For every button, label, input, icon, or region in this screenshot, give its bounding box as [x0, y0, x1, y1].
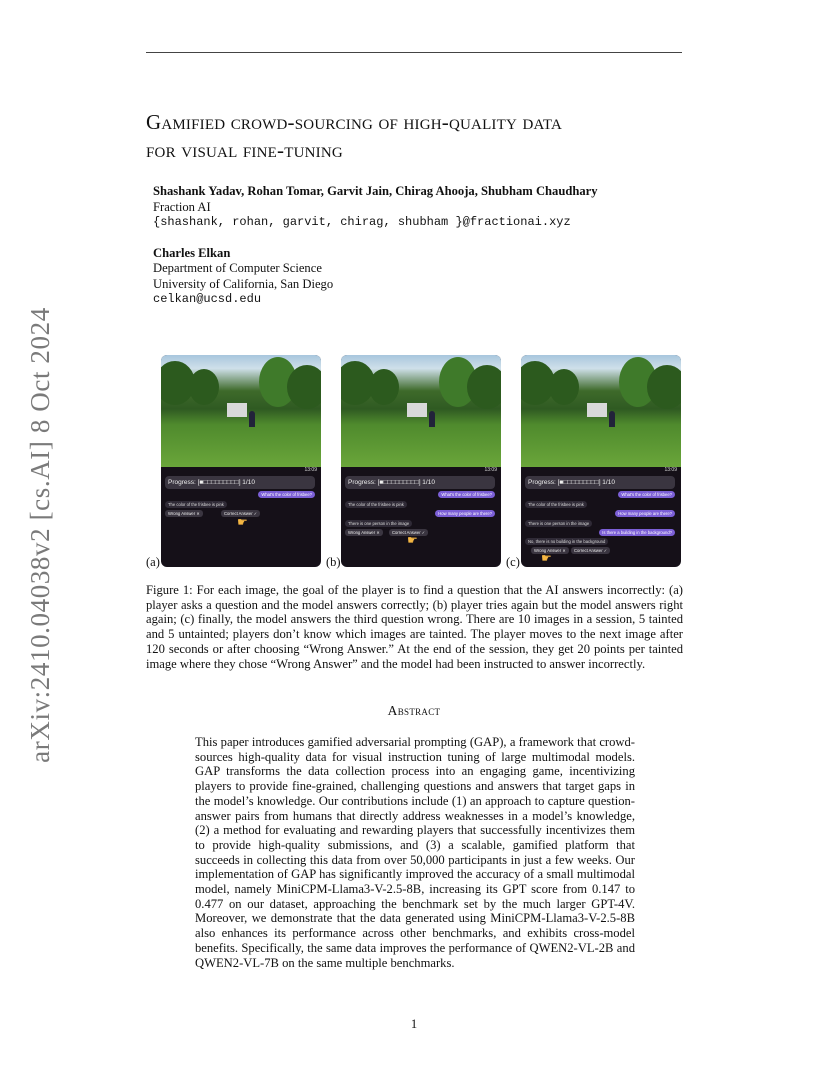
user-question-2: How many people are there?	[615, 510, 675, 517]
author2-univ: University of California, San Diego	[153, 276, 334, 291]
pointer-hand-icon: ☛	[237, 515, 248, 529]
author2-dept: Department of Computer Science	[153, 261, 322, 275]
photo-field	[521, 355, 681, 467]
figure-panel-b	[341, 355, 501, 567]
clock-text: 13:09	[484, 467, 497, 473]
pointer-hand-icon: ☛	[541, 551, 552, 565]
ai-answer-3: No, there is no building in the background	[525, 538, 608, 545]
ai-answer-2: There is one person in the image	[525, 520, 592, 527]
paper-title	[146, 108, 706, 164]
clock-text: 13:09	[664, 467, 677, 473]
page-number: 1	[410, 1017, 418, 1031]
author-emails: {shashank, rohan, garvit, chirag, shubham }@fractionai.xyz	[153, 215, 571, 229]
ai-answer: The color of the frisbee is pink	[525, 501, 587, 508]
correct-answer-button[interactable]: Correct Answer ✓	[221, 510, 260, 517]
pointer-hand-icon: ☛	[407, 533, 418, 547]
title-line-2: for visual fine-tuning	[146, 138, 343, 162]
photo-field	[161, 355, 321, 467]
wrong-answer-button[interactable]: Wrong Answer ✕	[165, 510, 203, 517]
author2-email: celkan@ucsd.edu	[153, 292, 262, 306]
ai-answer: The color of the frisbee is pink	[345, 501, 407, 508]
correct-answer-button[interactable]: Correct Answer ✓	[571, 547, 610, 554]
user-question: What's the color of frisbee?	[438, 491, 495, 498]
wrong-answer-button[interactable]: Wrong Answer ✕	[531, 547, 569, 554]
progress-bar: Progress: [■□□□□□□□□□] 1/10	[525, 476, 675, 489]
user-question: What's the color of frisbee?	[258, 491, 315, 498]
panel-label-b: (b)	[326, 555, 341, 569]
wrong-answer-button[interactable]: Wrong Answer ✕	[345, 529, 383, 536]
figure-panel-c	[521, 355, 681, 567]
panel-label-c: (c)	[506, 555, 520, 569]
figure-panel-a	[161, 355, 321, 567]
figure-caption: Figure 1: For each image, the goal of the player is to find a question that the AI answers incorrectly: (a) player asks a question and the model answers correctly; (b) player tries again but the model answers right again; (c) finally, the model answers the third question wrong. There are 10 images in a session, 5 tainted and 5 untainted; players don’t know which images are tainted. The player moves to the next image after 120 seconds or after choosing “Wrong Answer.” At the end of the session, they get 20 points per tainted image where they chose “Wrong Answer” and the model had been instructed to answer incorrectly.	[146, 583, 683, 671]
correct-answer-button[interactable]: Correct Answer ✓	[389, 529, 428, 536]
abstract-heading: Abstract	[387, 703, 441, 718]
title-line-1: Gamified crowd-sourcing of high-quality data	[146, 110, 563, 134]
photo-field	[341, 355, 501, 467]
user-question-3: Is there a building in the background?	[599, 529, 675, 536]
arxiv-stamp: arXiv:2410.04038v2 [cs.AI] 8 Oct 2024	[25, 307, 55, 763]
user-question: What's the color of frisbee?	[618, 491, 675, 498]
progress-bar: Progress: [■□□□□□□□□□] 1/10	[165, 476, 315, 489]
author-affiliation: Fraction AI	[153, 199, 211, 214]
figure-1	[145, 355, 685, 570]
top-rule	[146, 52, 682, 53]
abstract-text: This paper introduces gamified adversarial prompting (GAP), a framework that crowd-sources high-quality data for visual instruction tuning of large multimodal models. GAP transforms the data collection process into an engaging game, incentivizing players to provide fine-grained, challenging questions and answers that target gaps in the model’s knowledge. Our contributions include (1) an approach to capture question-answer pairs from humans that directly address weaknesses in a model’s knowledge, (2) a method for evaluating and rewarding players that successfully incentivizes them to provide high-quality submissions, and (3) a scalable, gamified platform that succeeds in collecting this data from over 50,000 participants in just a few weeks. Our implementation of GAP has significantly improved the accuracy of a small multimodal model, namely MiniCPM-Llama3-V-2.5-8B, increasing its GPT score from 0.147 to 0.477 on our dataset, approaching the benchmark set by the much larger GPT-4V. Moreover, we demonstrate that the data generated using MiniCPM-Llama3-V-2.5-8B also enhances its performance across other benchmarks, and exhibits cross-model benefits. Specifically, the same data improves the performance of QWEN2-VL-2B and QWEN2-VL-7B on the same multiple benchmarks.	[195, 735, 635, 970]
ai-answer: The color of the frisbee is pink	[165, 501, 227, 508]
user-question-2: How many people are there?	[435, 510, 495, 517]
ai-answer-2: There is one person in the image	[345, 520, 412, 527]
progress-bar: Progress: [■□□□□□□□□□] 1/10	[345, 476, 495, 489]
author2-name: Charles Elkan	[153, 245, 231, 260]
author-names: Shashank Yadav, Rohan Tomar, Garvit Jain, Chirag Ahooja, Shubham Chaudhary	[153, 184, 598, 198]
author-block	[153, 184, 598, 308]
clock-text: 13:09	[304, 467, 317, 473]
panel-label-a: (a)	[146, 555, 160, 569]
